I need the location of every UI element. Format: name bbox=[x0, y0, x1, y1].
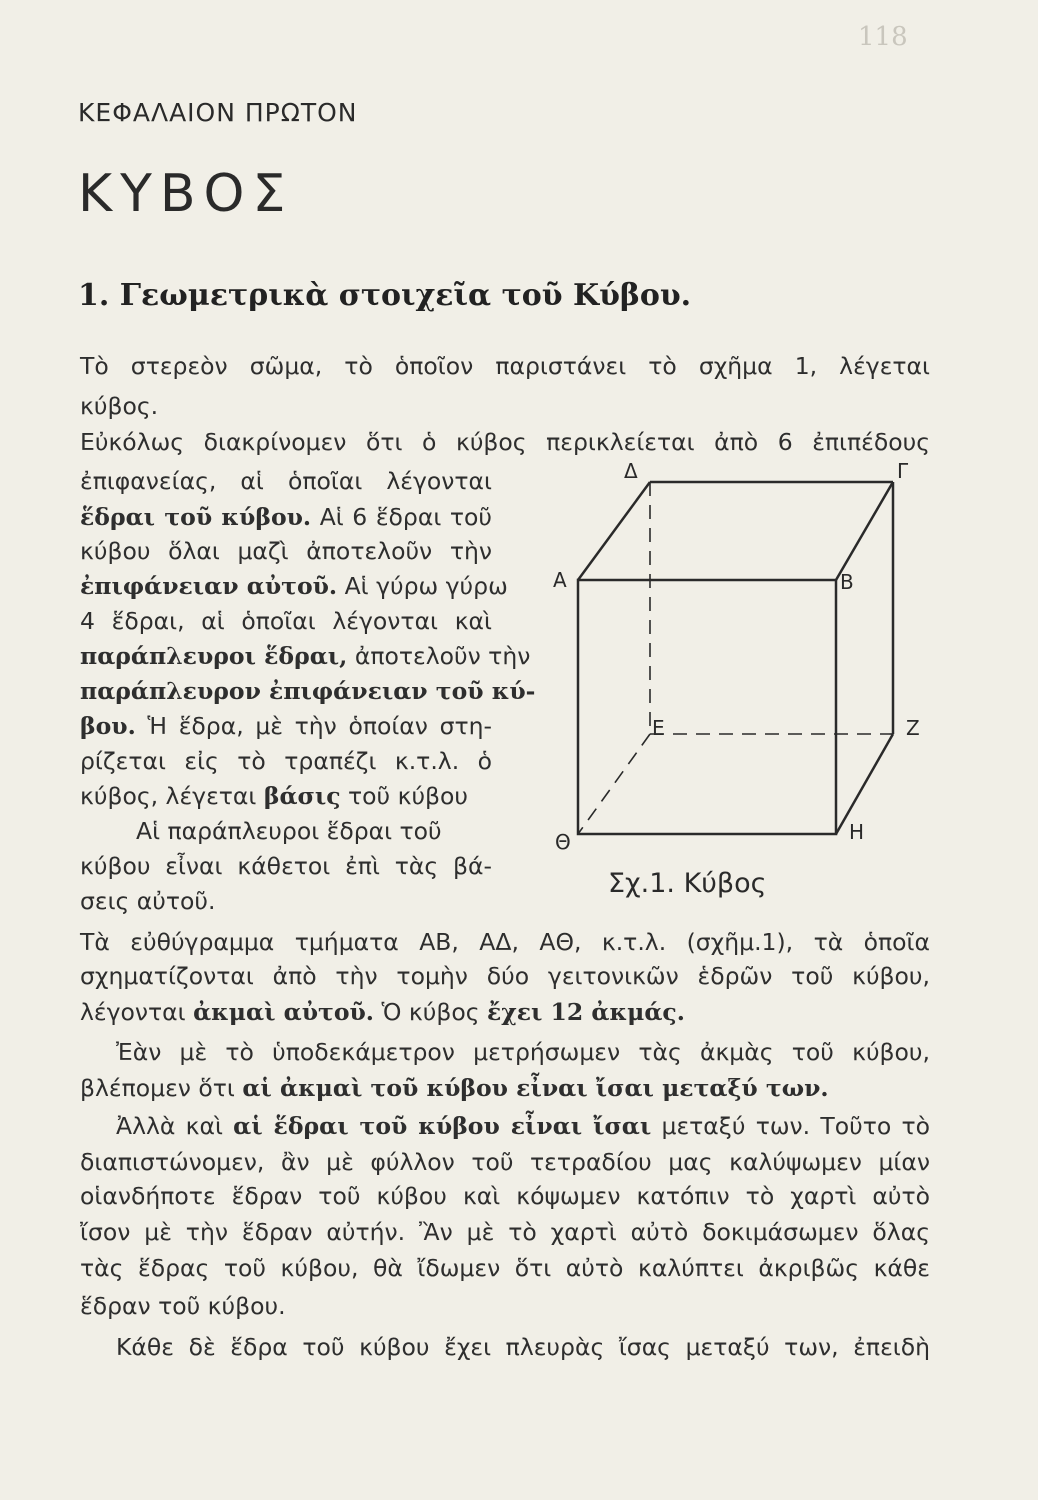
text-line: κύβου εἶναι κάθετοι ἐπὶ τὰς βά- bbox=[80, 852, 492, 880]
vertex-label-h: Η bbox=[849, 820, 865, 844]
text-line: κύβου ὅλαι μαζὶ ἀποτελοῦν τὴν bbox=[80, 537, 492, 565]
bold-term: αἱ ἀκμαὶ τοῦ κύβου εἶναι ἴσαι μεταξύ των. bbox=[242, 1074, 829, 1102]
vertex-label-a: Α bbox=[553, 568, 567, 592]
figure-caption: Σχ.1. Κύβος bbox=[608, 868, 767, 899]
text-line: ἐπιφανείας, αἱ ὁποῖαι λέγονται bbox=[80, 467, 492, 495]
section-heading: 1. Γεωμετρικὰ στοιχεῖα τοῦ Κύβου. bbox=[78, 278, 692, 313]
text-span: Αἱ γύρω γύρω bbox=[337, 572, 508, 600]
vertex-label-z: Ζ bbox=[906, 716, 920, 740]
cube-figure bbox=[560, 470, 920, 840]
bold-term: βάσις bbox=[263, 782, 341, 810]
bold-term: ἀκμαὶ αὐτοῦ. bbox=[193, 998, 374, 1026]
vertex-label-e: Ε bbox=[652, 716, 665, 740]
text-line: παράπλευρον ἐπιφάνειαν τοῦ κύ- bbox=[80, 677, 536, 705]
text-span: Ἀλλὰ καὶ bbox=[116, 1112, 234, 1140]
edge-a-d bbox=[578, 482, 650, 580]
text-line bbox=[116, 1112, 930, 1140]
text-line: Κάθε δὲ ἕδρα τοῦ κύβου ἔχει πλευρὰς ἴσας μεταξύ των, ἐπειδὴ bbox=[116, 1333, 930, 1361]
vertex-label-b: Β bbox=[840, 570, 854, 594]
text-line: σεις αὐτοῦ. bbox=[80, 887, 216, 915]
vertex-label-d: Δ bbox=[624, 459, 638, 483]
text-line bbox=[80, 572, 508, 600]
text-line bbox=[80, 642, 531, 670]
bold-term: αἱ ἕδραι τοῦ κύβου εἶναι ἴσαι bbox=[233, 1112, 652, 1140]
text-line: Αἱ παράπλευροι ἕδραι τοῦ bbox=[136, 817, 442, 845]
text-span: ἀποτελοῦν τὴν bbox=[347, 642, 531, 670]
text-line: οἱανδήποτε ἕδραν τοῦ κύβου καὶ κόψωμεν κατόπιν τὸ χαρτὶ αὐτὸ bbox=[80, 1182, 930, 1210]
text-line: κύβος. bbox=[80, 392, 159, 420]
text-span: τοῦ κύβου bbox=[340, 782, 469, 810]
text-line bbox=[80, 782, 468, 810]
text-span: Αἱ 6 ἕδραι τοῦ bbox=[311, 503, 492, 531]
chapter-heading: ΚΕΦΑΛΑΙΟΝ ΠΡΩΤΟΝ bbox=[78, 98, 358, 127]
text-line: ρίζεται εἰς τὸ τραπέζι κ.τ.λ. ὁ bbox=[80, 747, 492, 775]
text-line: Τὸ στερεὸν σῶμα, τὸ ὁποῖον παριστάνει τὸ σχῆμα 1, λέγεται bbox=[80, 352, 930, 380]
text-line: τὰς ἕδρας τοῦ κύβου, θὰ ἴδωμεν ὅτι αὐτὸ καλύπτει ἀκριβῶς κάθε bbox=[80, 1254, 930, 1282]
text-span: βλέπομεν ὅτι bbox=[80, 1074, 243, 1102]
text-line: διαπιστώνομεν, ἂν μὲ φύλλον τοῦ τετραδίου μας καλύψωμεν μίαν bbox=[80, 1148, 930, 1176]
text-span: Ὁ κύβος bbox=[374, 998, 487, 1026]
edge-b-g bbox=[836, 482, 893, 580]
page-title: ΚΥΒΟΣ bbox=[78, 164, 294, 224]
text-line: Εὐκόλως διακρίνομεν ὅτι ὁ κύβος περικλείεται ἀπὸ 6 ἐπιπέδους bbox=[80, 428, 930, 456]
front-face bbox=[578, 580, 836, 834]
text-line: ἴσον μὲ τὴν ἕδραν αὐτήν. Ἂν μὲ τὸ χαρτὶ αὐτὸ δοκιμάσωμεν ὅλας bbox=[80, 1218, 930, 1246]
text-span: μεταξύ των. Τοῦτο τὸ bbox=[651, 1112, 931, 1140]
bold-term: βου. bbox=[80, 712, 136, 740]
text-line: Τὰ εὐθύγραμμα τμήματα ΑΒ, ΑΔ, ΑΘ, κ.τ.λ. (σχῆμ.1), τὰ ὁποῖα bbox=[80, 928, 930, 956]
vertex-label-g: Γ bbox=[897, 459, 909, 483]
page-number: 118 bbox=[858, 22, 908, 52]
bold-term: παράπλευροι ἕδραι, bbox=[80, 642, 348, 670]
bold-term: ἔχει 12 ἀκμάς. bbox=[486, 998, 685, 1026]
text-line: σχηματίζονται ἀπὸ τὴν τομὴν δύο γειτονικῶν ἑδρῶν τοῦ κύβου, bbox=[80, 962, 930, 990]
text-span: Ἡ ἕδρα, μὲ τὴν ὁποίαν στη- bbox=[135, 712, 492, 740]
bold-term: ἕδραι τοῦ κύβου. bbox=[80, 503, 312, 531]
edge-z-h bbox=[836, 734, 893, 834]
text-line bbox=[80, 712, 492, 740]
text-line bbox=[80, 503, 492, 531]
vertex-label-th: Θ bbox=[555, 830, 571, 854]
text-line: Ἐὰν μὲ τὸ ὑποδεκάμετρον μετρήσωμεν τὰς ἀκμὰς τοῦ κύβου, bbox=[116, 1038, 930, 1066]
bold-term: ἐπιφάνειαν αὐτοῦ. bbox=[80, 572, 338, 600]
hidden-edge-e-th bbox=[578, 734, 650, 834]
text-line: ἕδραν τοῦ κύβου. bbox=[80, 1292, 286, 1320]
text-line bbox=[80, 998, 685, 1026]
text-line: 4 ἕδραι, αἱ ὁποῖαι λέγονται καὶ bbox=[80, 607, 492, 635]
text-span: λέγονται bbox=[80, 998, 194, 1026]
text-line bbox=[80, 1074, 829, 1102]
text-span: κύβος, λέγεται bbox=[80, 782, 264, 810]
